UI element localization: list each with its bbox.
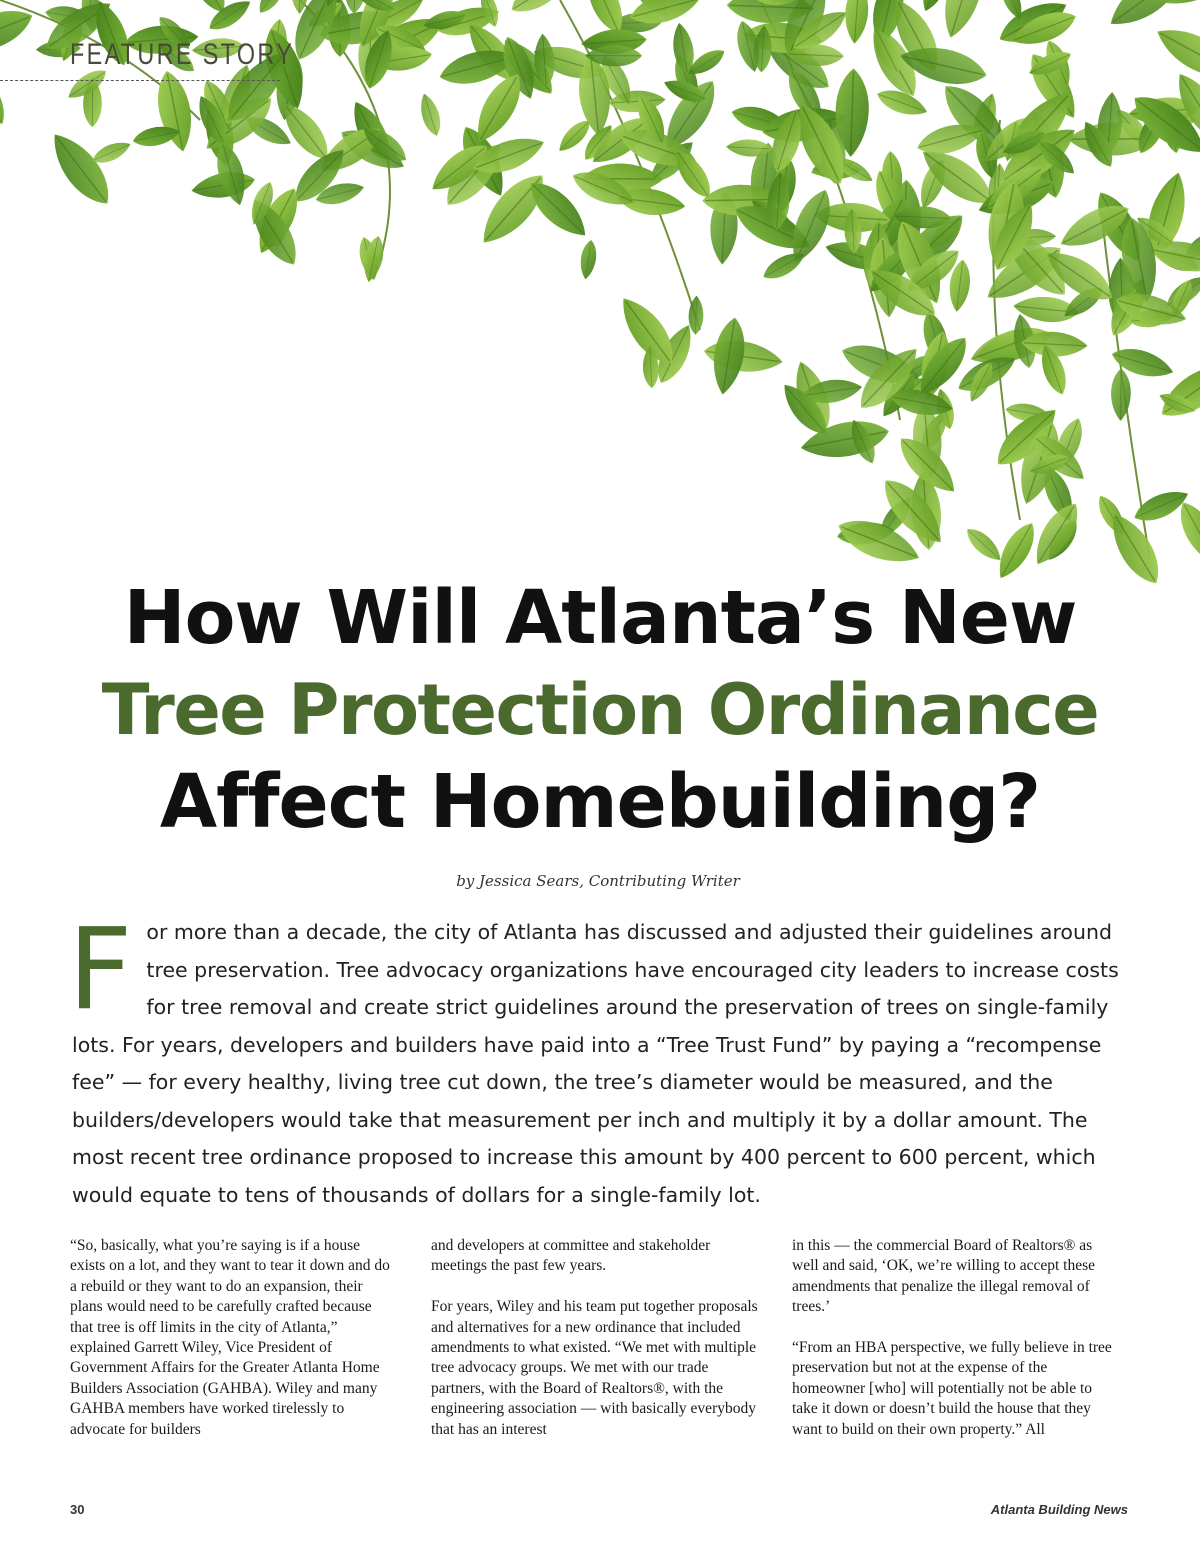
body-column-1 — [70, 1236, 398, 1460]
publication-name: Atlanta Building News — [990, 1502, 1128, 1517]
headline-line-1: How Will Atlanta’s New — [123, 575, 1077, 661]
body-paragraph: in this — the commercial Board of Realtors® as well and said, ‘OK, we’re willing to accept these amendments that penalize the illegal removal of trees.’ — [792, 1237, 1096, 1316]
body-paragraph: “So, basically, what you’re saying is if a house exists on a lot, and they want to tear it down and do a rebuild or they want to do an expansion, their plans would need to be carefully crafted because that tree is off limits in the city of Atlanta,” explained Garrett Wiley, Vice President of Government Affairs for the Greater Atlanta Home Builders Association (GAHBA). Wiley and many GAHBA members have worked tirelessly to advocate for builders — [70, 1237, 390, 1438]
section-label: FEATURE STORY — [70, 38, 295, 71]
leaf-shape — [254, 0, 290, 17]
body-column-3 — [792, 1236, 1120, 1460]
body-paragraph: “From an HBA perspective, we fully believe in tree preservation but not at the expense of the homeowner [who] will potentially not be able to take it down or doesn’t build the house that they want to build on their own property.” All — [792, 1339, 1112, 1438]
headline — [0, 572, 1200, 848]
byline: by Jessica Sears, Contributing Writer — [456, 872, 740, 890]
lede-paragraph — [68, 905, 1132, 1214]
section-divider — [0, 80, 280, 81]
leaf-shape — [935, 0, 990, 42]
leaf-shape — [0, 1, 38, 64]
headline-line-2: Tree Protection Ordinance — [101, 669, 1099, 751]
lede-text: or more than a decade, the city of Atlanta has discussed and adjusted their guidelines around tree preservation. Tree advocacy organizations have encouraged city leaders to increase costs for tree removal and create strict guidelines around the preservation of trees on single-family lots. For years, developers and builders have paid into a “Tree Trust Fund” by paying a “recompense fee” — for every healthy, living tree cut down, the tree’s diameter would be measured, and the builders/developers would take that measurement per inch and multiply it by a dollar amount. The most recent tree ordinance proposed to increase this amount by 400 percent to 600 percent, which would equate to tens of thousands of dollars for a single-family lot. — [72, 920, 1119, 1207]
body-column-2 — [431, 1236, 759, 1460]
body-paragraph: For years, Wiley and his team put together proposals and alternatives for a new ordinance that included amendments to what existed. “We met with multiple tree advocacy groups. We met with our trade partners, with the Board of Realtors®, with the engineering association — with basically everybody that has an interest — [431, 1298, 758, 1438]
leaf-vein — [1121, 370, 1122, 419]
leaf-shape — [34, 0, 69, 3]
leaf-shape — [1150, 17, 1200, 87]
body-paragraph: and developers at committee and stakeholder meetings the past few years. — [431, 1237, 711, 1275]
tree-foliage-illustration — [0, 0, 1200, 590]
leaf-shape — [0, 59, 13, 131]
drop-cap: F — [68, 905, 133, 1035]
page-number: 30 — [70, 1502, 85, 1517]
headline-line-3: Affect Homebuilding? — [159, 759, 1041, 845]
